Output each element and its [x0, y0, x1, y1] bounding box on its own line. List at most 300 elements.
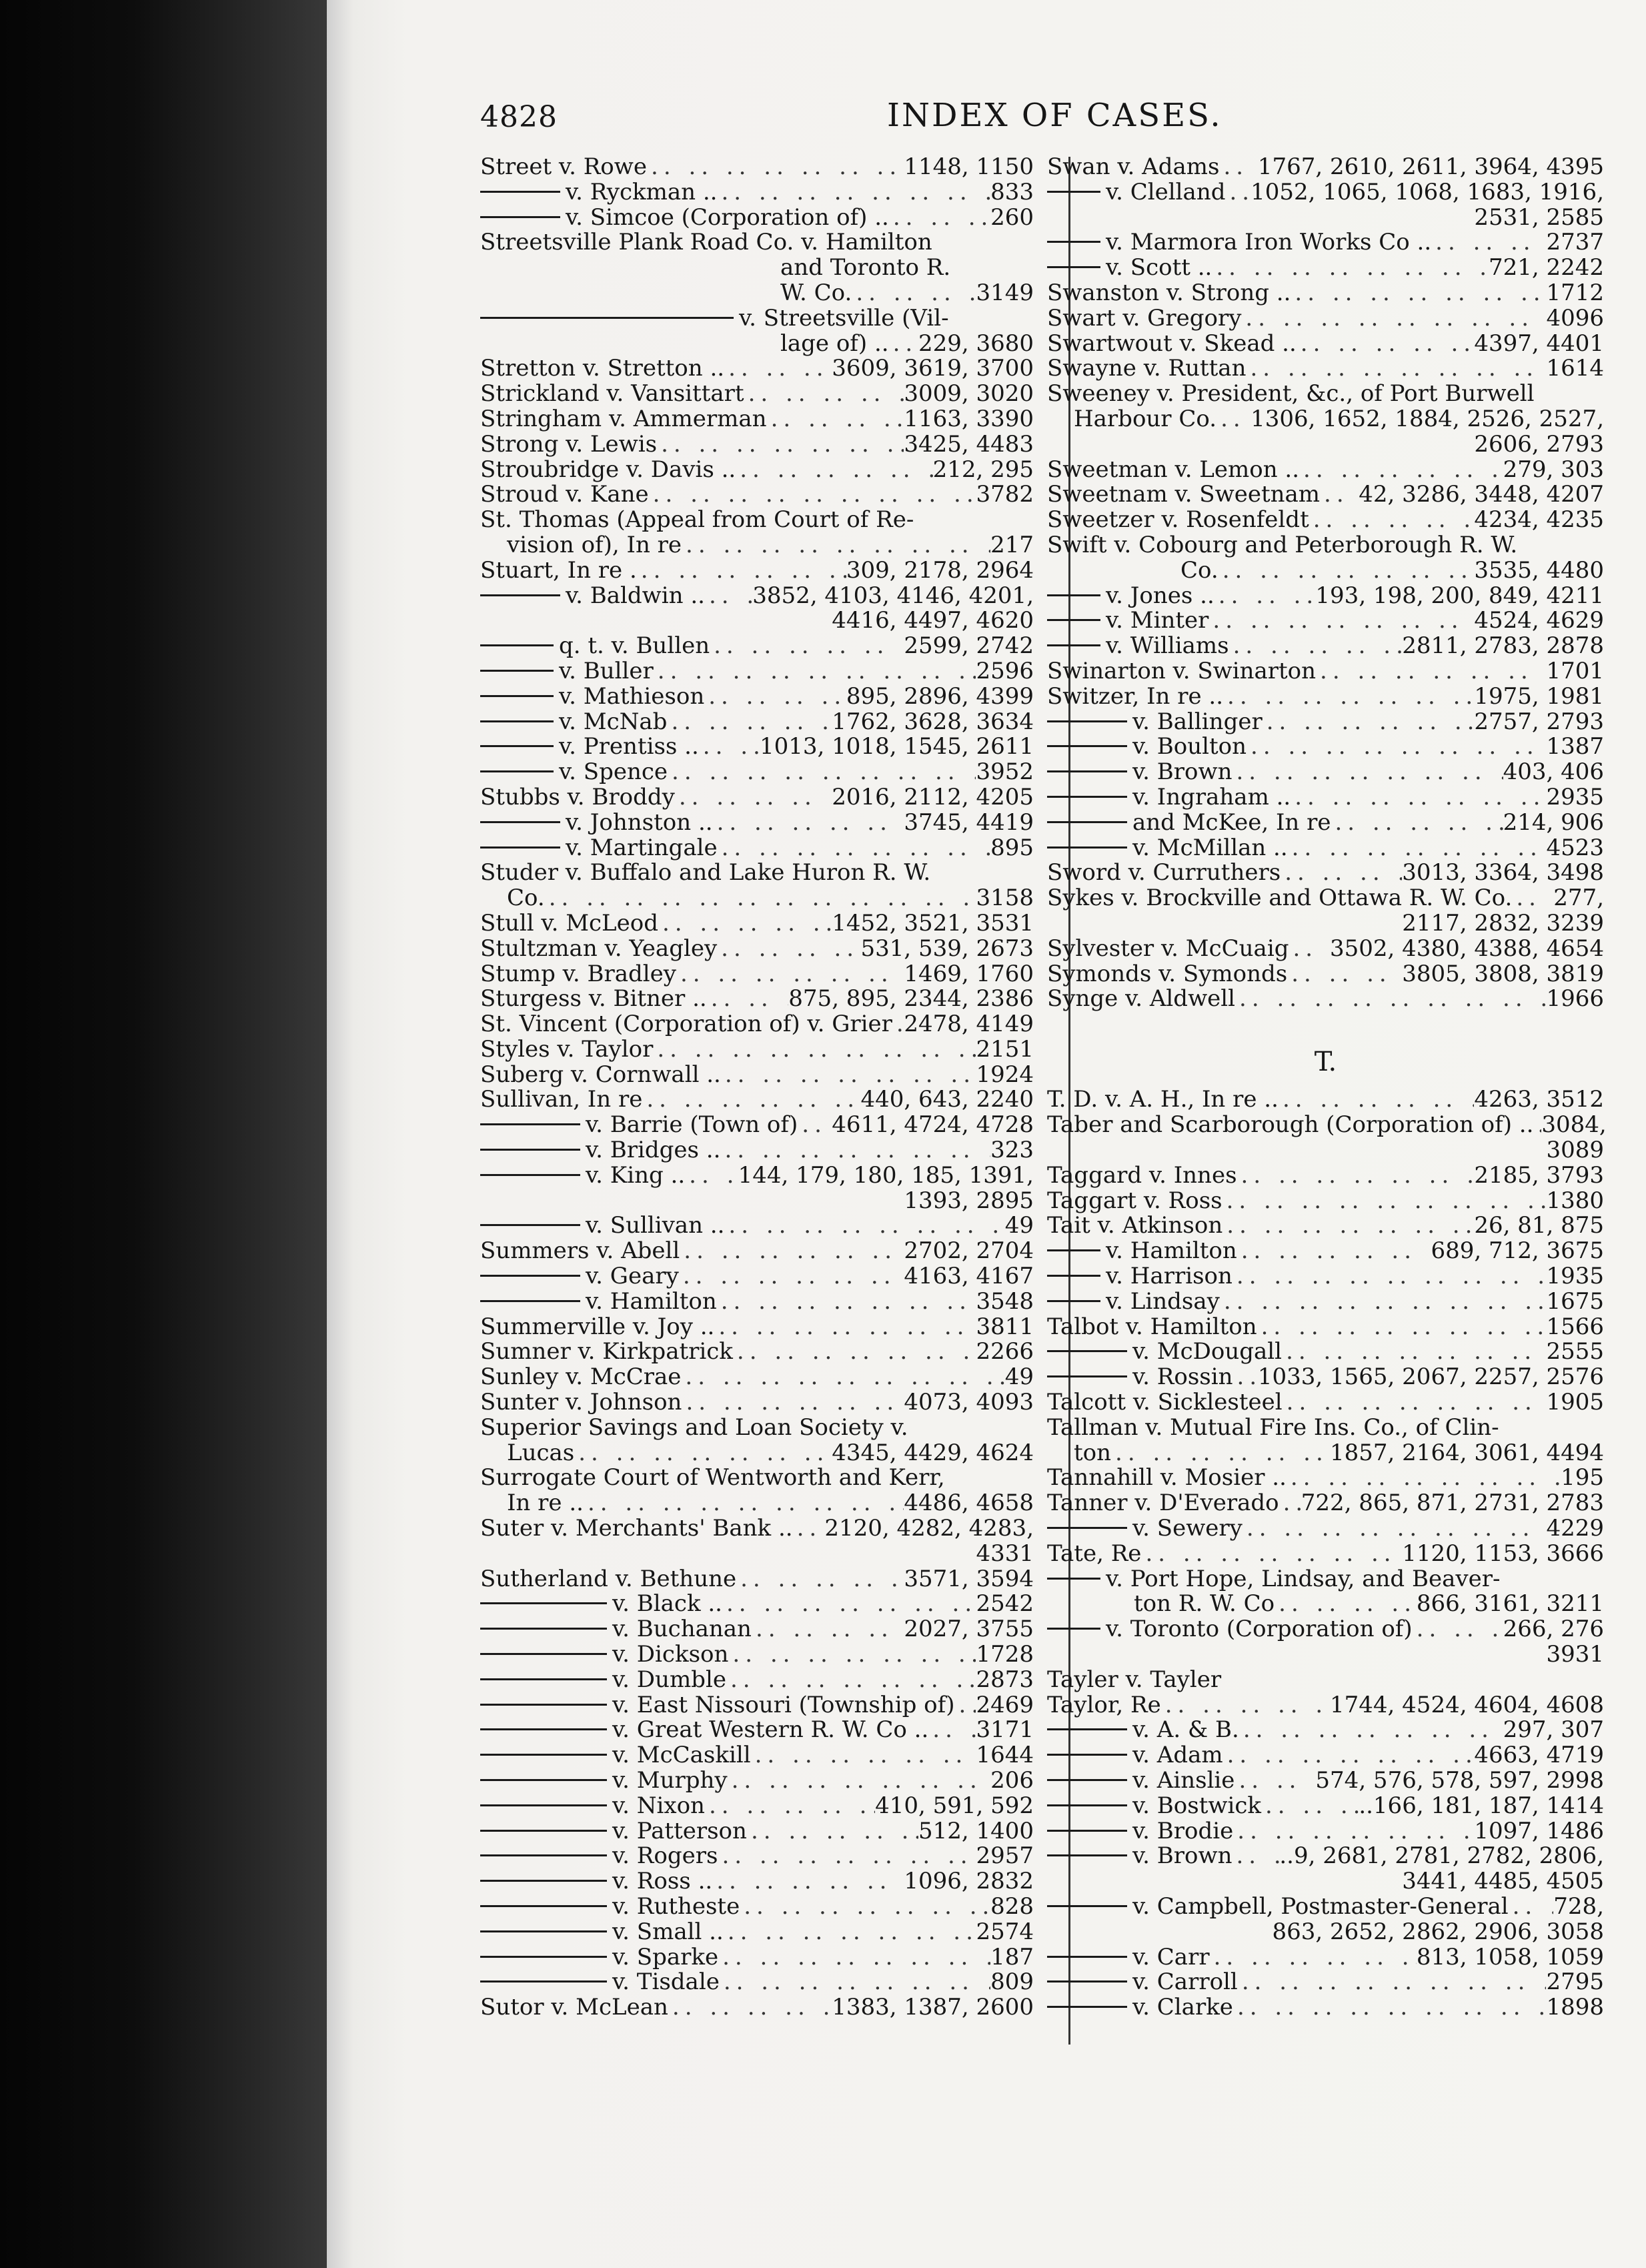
leader-dots [726, 1668, 976, 1693]
page-references: 2266 [976, 1338, 1034, 1365]
leader-dots [798, 1113, 832, 1138]
page-references: 574, 576, 578, 597, 2998 [1315, 1767, 1604, 1794]
ditto-dash [480, 846, 560, 848]
leader-dots [1281, 861, 1402, 886]
page-references: 1469, 1760 [904, 960, 1034, 987]
page-references: 1644 [976, 1742, 1034, 1769]
case-name: Taggart v. Ross [1047, 1187, 1222, 1214]
ditto-dash [480, 1653, 607, 1655]
leader-dots [1238, 1970, 1547, 1995]
leader-dots [649, 482, 976, 508]
leader-dots [736, 1567, 904, 1592]
leader-dots [1208, 608, 1474, 634]
ditto-dash [480, 317, 734, 319]
page-references: 1120, 1153, 3666 [1402, 1540, 1604, 1567]
ditto-dash [480, 191, 560, 193]
index-entry [1047, 1441, 1604, 1466]
leader-dots [545, 886, 976, 911]
page-references: 531, 539, 2673 [860, 935, 1034, 962]
index-entry [1047, 508, 1604, 533]
leader-dots [1237, 1239, 1431, 1264]
index-entry [1047, 760, 1604, 785]
index-entry [480, 836, 1034, 861]
case-name: v. Brown [1132, 1842, 1232, 1870]
leader-dots [1216, 407, 1251, 432]
leader-dots [705, 584, 752, 609]
case-name: Sylvester v. McCuaig [1047, 935, 1289, 962]
page-references: 2574 [976, 1918, 1034, 1945]
page-references: 3084, [1541, 1111, 1607, 1139]
leader-dots [793, 1516, 825, 1542]
page-references: 3571, 3594 [904, 1565, 1034, 1592]
case-name: v. Barrie (Town of) [586, 1111, 798, 1139]
leader-dots [574, 1441, 832, 1466]
index-entry [480, 911, 1034, 937]
index-entry [480, 1339, 1034, 1365]
page-references: 2027, 3755 [904, 1616, 1034, 1643]
index-entry [1047, 1390, 1604, 1415]
index-entry [1047, 1289, 1604, 1315]
leader-dots [710, 634, 904, 659]
page-references: 3931 [1546, 1641, 1604, 1668]
case-name: v. Black .. [612, 1590, 722, 1618]
index-entry [480, 432, 1034, 458]
page-references: 403, 406 [1503, 758, 1604, 786]
leader-dots [1220, 1289, 1547, 1315]
page-references: 1701 [1546, 657, 1604, 684]
index-entry [1047, 558, 1604, 584]
case-name: St. Thomas (Appeal from Court of Re- [480, 506, 914, 534]
index-entry [1047, 1920, 1604, 1945]
index-entry [1047, 407, 1604, 432]
page-references: 49 [1004, 1363, 1034, 1391]
case-name: Summerville v. Joy .. [480, 1313, 715, 1340]
index-entry [480, 760, 1034, 785]
leader-dots [751, 1743, 976, 1768]
index-entry [1047, 1264, 1604, 1289]
index-entry [1047, 911, 1604, 937]
index-entry [1047, 458, 1604, 483]
page-references: 833 [990, 178, 1034, 205]
case-name: Sword v. Curruthers [1047, 859, 1281, 887]
page-references: 4263, 3512 [1474, 1086, 1604, 1113]
page-references: 3158 [976, 885, 1034, 912]
leader-dots [1247, 734, 1546, 760]
case-name: Taber and Scarborough (Corporation of) .. [1047, 1111, 1534, 1139]
case-name: v. Boulton [1132, 733, 1247, 760]
index-entry [1047, 1617, 1604, 1642]
case-name: W. Co. [780, 279, 852, 306]
page-references: 2555 [1546, 1338, 1604, 1365]
ditto-dash [480, 770, 554, 772]
leader-dots [1291, 281, 1546, 306]
index-entry [480, 584, 1034, 609]
index-entry [1047, 382, 1604, 407]
index-entry [1047, 1592, 1604, 1617]
ditto-dash [480, 1930, 607, 1932]
index-entry [480, 1592, 1034, 1617]
page-references: 49 [1004, 1212, 1034, 1239]
index-entry [480, 684, 1034, 710]
index-entry [1047, 734, 1604, 760]
index-entry [480, 987, 1034, 1012]
case-name: v. Adam [1132, 1742, 1223, 1769]
index-entry [480, 1668, 1034, 1693]
page-references: 721, 2242 [1488, 254, 1604, 281]
index-entry [1047, 1516, 1604, 1542]
index-entry [480, 1189, 1034, 1214]
index-entry [480, 1037, 1034, 1063]
leader-dots [889, 332, 918, 357]
index-entry [480, 1542, 1034, 1567]
index-entry [480, 608, 1034, 634]
page-references: 217 [990, 531, 1034, 558]
ditto-dash [1047, 821, 1127, 823]
index-entry [480, 382, 1034, 407]
leader-dots [1233, 1365, 1258, 1390]
case-name: Stull v. McLeod [480, 909, 658, 937]
case-name: v. McNab [559, 708, 668, 735]
leader-dots [1161, 1693, 1330, 1718]
case-name: Sturgess v. Bitner .. [480, 985, 707, 1013]
page-references: 229, 3680 [918, 330, 1034, 357]
page-references: 4345, 4429, 4624 [832, 1439, 1034, 1466]
leader-dots [1237, 1163, 1475, 1189]
case-name: Tanner v. D'Everado [1047, 1490, 1279, 1517]
index-entry [480, 1365, 1034, 1390]
case-name: Sunter v. Johnson [480, 1389, 682, 1416]
case-name: ton R. W. Co [1134, 1590, 1275, 1618]
ditto-dash [1047, 1754, 1127, 1756]
leader-dots [1289, 937, 1330, 962]
leader-dots [681, 1365, 1004, 1390]
ditto-dash [1047, 1628, 1100, 1630]
ditto-dash [1047, 644, 1100, 646]
case-name: v. Toronto (Corporation of) [1106, 1616, 1413, 1643]
case-name: v. Ross .. [612, 1868, 713, 1895]
case-name: v. Buchanan [612, 1616, 752, 1643]
index-entry [480, 1315, 1034, 1340]
leader-dots [1287, 962, 1402, 987]
page-references: ..166, 181, 187, 1414 [1359, 1792, 1604, 1819]
leader-dots [1111, 1441, 1330, 1466]
case-name: v. Carr [1132, 1943, 1210, 1970]
page-references: 3009, 3020 [904, 380, 1034, 408]
index-entry [1047, 1415, 1604, 1441]
case-name: Studer v. Buffalo and Lake Huron R. W. [480, 859, 931, 887]
page-references: 1675 [1546, 1287, 1604, 1315]
case-name: Swart v. Gregory [1047, 304, 1242, 332]
leader-dots [1297, 332, 1475, 357]
page-references: 728, [1553, 1892, 1604, 1920]
leader-dots [1316, 659, 1546, 684]
page-references: 195 [1561, 1464, 1604, 1492]
index-entry [480, 1213, 1034, 1239]
case-name: Strickland v. Vansittart [480, 380, 744, 408]
index-entry [480, 1920, 1034, 1945]
ditto-dash [1047, 1905, 1127, 1907]
case-name: v. Spence [559, 758, 668, 786]
case-name: v. Clarke [1132, 1994, 1233, 2021]
index-entry [480, 1794, 1034, 1819]
case-name: Sullivan, In re [480, 1086, 643, 1113]
page-references: 4663, 4719 [1474, 1742, 1604, 1769]
index-entry [480, 1516, 1034, 1542]
case-name: v. Ingraham .. [1132, 783, 1291, 810]
ditto-dash [480, 1956, 607, 1958]
case-name: Synge v. Aldwell [1047, 985, 1236, 1013]
ditto-dash [480, 1880, 607, 1882]
index-entry [480, 155, 1034, 180]
page-references: 2737 [1546, 229, 1604, 256]
index-entry [1047, 1339, 1604, 1365]
case-name: Strong v. Lewis [480, 430, 658, 458]
leader-dots [1275, 1592, 1417, 1617]
leader-dots [747, 1819, 918, 1844]
page-references: 1728 [976, 1641, 1034, 1668]
page-references: 1097, 1486 [1474, 1817, 1604, 1844]
leader-dots [1279, 1491, 1301, 1516]
case-name: v. Campbell, Postmaster-General [1132, 1892, 1509, 1920]
leader-dots [1331, 810, 1503, 836]
index-entry [480, 407, 1034, 432]
page-references: 2596 [976, 657, 1034, 684]
case-name: v. Ainslie [1132, 1767, 1235, 1794]
case-name: v. McCaskill [612, 1742, 751, 1769]
case-name: v. Mathieson [559, 682, 705, 710]
ditto-dash [1047, 720, 1127, 722]
case-name: v. Hamilton [1106, 1237, 1237, 1265]
leader-dots [679, 1264, 904, 1289]
case-name: v. Streetsville (Vil- [739, 304, 949, 332]
ditto-dash [1047, 619, 1100, 621]
leader-dots [653, 1037, 976, 1063]
index-entry [1047, 1718, 1604, 1743]
case-name: Surrogate Court of Wentworth and Kerr, [480, 1464, 945, 1492]
case-name: Summers v. Abell [480, 1237, 680, 1265]
index-entry [1047, 306, 1604, 332]
index-entry [1047, 1995, 1604, 2021]
leader-dots [675, 785, 832, 810]
page-references: 3811 [976, 1313, 1034, 1340]
index-entry [1047, 584, 1604, 609]
leader-dots [1509, 1894, 1554, 1920]
ditto-dash [1047, 1980, 1127, 1982]
case-name: Co. [1180, 556, 1218, 584]
page-references: 1744, 4524, 4604, 4608 [1330, 1691, 1604, 1718]
index-entry [480, 1819, 1034, 1844]
page-references: 309, 2178, 2964 [846, 556, 1034, 584]
page-references: 144, 179, 180, 185, 1391, [738, 1161, 1034, 1189]
index-entry [480, 558, 1034, 584]
ditto-dash [1047, 770, 1127, 772]
index-entry [1047, 1970, 1604, 1995]
leader-dots [1218, 558, 1475, 584]
ditto-dash [1047, 1350, 1127, 1352]
leader-dots [682, 1390, 904, 1415]
case-name: Sweetnam v. Sweetnam [1047, 481, 1321, 508]
index-entry [1047, 1138, 1604, 1163]
leader-dots [1291, 785, 1546, 810]
index-entry [480, 810, 1034, 836]
leader-dots [718, 836, 991, 861]
ditto-dash [480, 1628, 607, 1630]
page-references: 260 [990, 203, 1034, 231]
index-entry [1047, 1642, 1604, 1668]
case-name: v. Dickson [612, 1641, 729, 1668]
index-entry [480, 1718, 1034, 1743]
leader-dots [712, 1869, 904, 1894]
ditto-dash [480, 1754, 607, 1756]
page-references: 1898 [1546, 1994, 1604, 2021]
case-name: Taggard v. Innes [1047, 1161, 1237, 1189]
index-entry [480, 1466, 1034, 1491]
case-name: v. King .. [586, 1161, 686, 1189]
index-entry [480, 1390, 1034, 1415]
case-name: v. McDougall [1132, 1338, 1283, 1365]
case-name: v. Baldwin .. [566, 582, 705, 609]
leader-dots [728, 1642, 976, 1668]
page-references: 1452, 3521, 3531 [832, 909, 1034, 937]
case-name: Swift v. Cobourg and Peterborough R. W. [1047, 531, 1518, 558]
page-references: 4397, 4401 [1474, 330, 1604, 357]
page-references: 4234, 4235 [1474, 506, 1604, 534]
ditto-dash [1047, 1300, 1100, 1302]
page-references: 266, 276 [1503, 1616, 1604, 1643]
case-name: Tate, Re [1047, 1540, 1142, 1567]
case-name: v. Bridges .. [586, 1137, 721, 1164]
index-entry [480, 1642, 1034, 1668]
index-entry [1047, 1087, 1604, 1113]
case-name: v. Rutheste [612, 1892, 740, 1920]
leader-dots [676, 962, 904, 987]
index-entry [480, 710, 1034, 735]
leader-dots [1299, 458, 1503, 483]
page-references: 2542 [976, 1590, 1034, 1618]
case-name: Tallman v. Mutual Fire Ins. Co., of Clin- [1047, 1413, 1499, 1441]
leader-dots [1219, 155, 1257, 180]
case-name: Sutherland v. Bethune [480, 1565, 737, 1592]
page-references: 1966 [1546, 985, 1604, 1013]
case-name: v. Lindsay [1106, 1287, 1220, 1315]
page-references: 1387 [1546, 733, 1604, 760]
case-name: v. Johnston .. [566, 808, 713, 836]
ditto-dash [1047, 1854, 1127, 1856]
index-entry [1047, 962, 1604, 987]
case-name: v. Simcoe (Corporation of) .. [566, 203, 889, 231]
case-name: v. Brown [1132, 758, 1232, 786]
leader-dots [1232, 1264, 1547, 1289]
case-name: Sutor v. McLean [480, 1994, 668, 2021]
case-name: Swan v. Adams [1047, 153, 1220, 180]
page-references: 3852, 4103, 4146, 4201, [752, 582, 1034, 609]
case-name: Lucas [507, 1439, 575, 1466]
page-references: 323 [990, 1137, 1034, 1164]
page-references: 1566 [1546, 1313, 1604, 1340]
index-entry [1047, 1668, 1604, 1693]
index-entry [1047, 937, 1604, 962]
page-references: 212, 295 [932, 456, 1034, 483]
ditto-dash [1047, 796, 1127, 798]
leader-dots [720, 1970, 990, 1995]
page-references: 279, 303 [1503, 456, 1604, 483]
right-column [1047, 153, 1607, 2021]
index-entry [480, 634, 1034, 659]
page-number: 4828 [480, 100, 558, 134]
index-entry [1047, 356, 1604, 382]
case-name: v. Great Western R. W. Co .. [612, 1716, 929, 1744]
case-name: Styles v. Taylor [480, 1035, 654, 1063]
ditto-dash [480, 1980, 607, 1982]
case-name: Sumner v. Kirkpatrick [480, 1338, 733, 1365]
leader-dots [668, 1995, 832, 2021]
ditto-dash [480, 720, 554, 722]
page-references: 4524, 4629 [1474, 607, 1604, 634]
index-entry [480, 734, 1034, 760]
ditto-dash [1047, 745, 1127, 747]
leader-dots [699, 734, 760, 760]
page-references: 1306, 1652, 1884, 2526, 2527, [1251, 405, 1604, 432]
case-name: v. Hamilton [586, 1287, 717, 1315]
leader-dots [1214, 584, 1316, 609]
ditto-dash [480, 1779, 607, 1781]
index-entry [480, 785, 1034, 810]
index-entry [1047, 634, 1604, 659]
case-name: v. Murphy [612, 1767, 728, 1794]
page-references: 813, 1058, 1059 [1416, 1943, 1604, 1970]
leader-dots [720, 1138, 990, 1163]
page-references: 3441, 4485, 4505 [1402, 1868, 1604, 1895]
index-entry [1047, 785, 1604, 810]
index-entry [1047, 836, 1604, 861]
case-name: v. Brodie [1132, 1817, 1234, 1844]
ditto-dash [480, 1678, 607, 1680]
index-entry [1047, 810, 1604, 836]
index-entry [1047, 1743, 1604, 1768]
section-letter: T. [1314, 1046, 1337, 1077]
page-references: 1148, 1150 [904, 153, 1034, 180]
page-references: 187 [990, 1943, 1034, 1970]
leader-dots [1257, 1315, 1547, 1340]
index-entry [1047, 1794, 1604, 1819]
index-entry [480, 1844, 1034, 1869]
leader-dots [1232, 760, 1503, 785]
leader-dots [707, 987, 789, 1012]
case-name: Switzer, In re .. [1047, 682, 1224, 710]
index-entry [1047, 533, 1604, 558]
index-entry [480, 230, 1034, 255]
case-name: lage of) .. [780, 330, 889, 357]
ditto-dash [480, 1149, 580, 1151]
index-entry [480, 205, 1034, 231]
leader-dots [1235, 987, 1546, 1012]
ditto-dash [1047, 846, 1127, 848]
index-entry [1047, 1768, 1604, 1794]
page-references: 214, 906 [1503, 808, 1604, 836]
leader-dots [680, 1239, 904, 1264]
leader-dots [667, 710, 832, 735]
leader-dots [714, 1315, 976, 1340]
case-name: v. Small .. [612, 1918, 724, 1945]
case-name: v. Clelland [1106, 178, 1226, 205]
index-entry [480, 1945, 1034, 1970]
leader-dots [657, 432, 904, 458]
page-references: 2935 [1546, 783, 1604, 810]
page-references: 1975, 1981 [1474, 682, 1604, 710]
leader-dots [889, 205, 990, 231]
page-references: 1614 [1546, 355, 1604, 382]
leader-dots [752, 1617, 904, 1642]
